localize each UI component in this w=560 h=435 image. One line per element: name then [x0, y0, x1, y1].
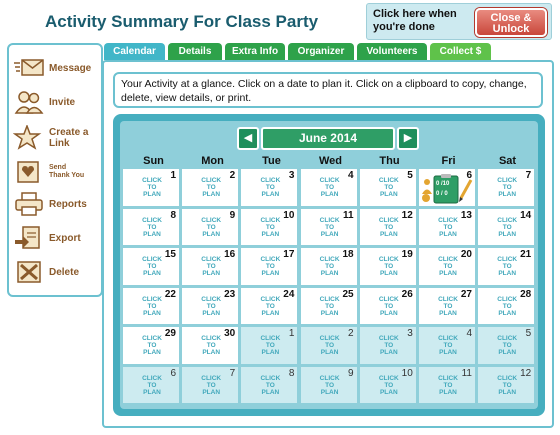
- plan-text-line: PLAN: [320, 270, 339, 277]
- calendar-day-cell[interactable]: [240, 168, 298, 207]
- click-to-plan-label: [247, 217, 293, 238]
- plan-text-line: CLICK: [438, 295, 458, 303]
- plan-text-line: PLAN: [320, 388, 339, 396]
- calendar-day-cell[interactable]: [300, 247, 358, 286]
- day-number: 10: [283, 209, 295, 221]
- plan-text-line: CLICK: [142, 216, 162, 224]
- day-number: 7: [229, 367, 236, 379]
- plan-text-line: TO: [147, 342, 157, 349]
- plan-text-line: CLICK: [438, 335, 458, 342]
- day-number: 9: [229, 209, 236, 221]
- click-to-plan-label: [366, 256, 412, 277]
- export-icon: [13, 225, 45, 251]
- page-title: Activity Summary For Class Party: [45, 12, 319, 31]
- sidebar: [7, 43, 103, 297]
- plan-text-line: PLAN: [439, 230, 457, 238]
- plan-text-line: TO: [206, 184, 216, 191]
- day-number: 20: [460, 249, 472, 260]
- calendar-day-cell[interactable]: [477, 326, 535, 365]
- day-number: 10: [401, 367, 413, 379]
- plan-text-line: CLICK: [142, 177, 162, 184]
- plan-text-line: CLICK: [142, 256, 162, 263]
- plan-text-line: CLICK: [201, 256, 222, 263]
- sidebar-item-reports[interactable]: [13, 189, 101, 219]
- close-label-line1: Close &: [490, 12, 532, 24]
- plan-text-line: TO: [147, 302, 157, 310]
- thank-you-card-icon: [13, 159, 45, 185]
- click-to-plan-label: [247, 375, 293, 396]
- plan-text-line: TO: [325, 184, 335, 191]
- plan-text-line: TO: [502, 342, 512, 349]
- close-unlock-button[interactable]: [475, 8, 547, 37]
- plan-text-line: PLAN: [379, 270, 398, 277]
- plan-text-line: PLAN: [143, 191, 161, 198]
- plan-text-line: CLICK: [142, 374, 162, 382]
- plan-text-line: TO: [502, 223, 512, 231]
- plan-text-line: PLAN: [379, 230, 398, 238]
- plan-text-line: TO: [325, 263, 335, 270]
- plan-text-line: PLAN: [143, 388, 161, 396]
- calendar-day-cell[interactable]: [418, 326, 476, 365]
- calendar-day-cell[interactable]: [122, 168, 180, 207]
- plan-text-line: CLICK: [378, 335, 399, 342]
- sidebar-item-label: Delete: [49, 266, 80, 278]
- click-to-plan-label: [129, 217, 175, 238]
- plan-text-line: TO: [206, 223, 216, 231]
- plan-text-line: CLICK: [260, 335, 281, 342]
- plan-text-line: TO: [265, 223, 275, 231]
- plan-text-line: TO: [147, 184, 157, 191]
- calendar-day-cell[interactable]: [359, 247, 417, 286]
- plan-text-line: TO: [206, 263, 216, 270]
- day-number: 16: [224, 249, 236, 260]
- plan-text-line: PLAN: [498, 230, 517, 238]
- day-number: 30: [224, 328, 236, 339]
- plan-text-line: PLAN: [439, 349, 457, 356]
- sidebar-item-delete[interactable]: [13, 257, 101, 287]
- prev-month-button[interactable]: ◀: [237, 127, 259, 150]
- plan-text-line: PLAN: [498, 309, 517, 317]
- calendar-day-cell[interactable]: [240, 208, 298, 247]
- tab-calendar[interactable]: Calendar: [104, 43, 165, 60]
- day-number: 24: [283, 288, 295, 300]
- plan-text-line: CLICK: [319, 295, 340, 303]
- calendar-day-cell[interactable]: [300, 326, 358, 365]
- plan-text-line: TO: [265, 381, 275, 389]
- day-number: 22: [164, 288, 176, 300]
- plan-text-line: CLICK: [497, 295, 518, 303]
- weekday-header: Mon: [201, 155, 224, 167]
- day-number: 3: [407, 328, 413, 339]
- plan-text-line: TO: [443, 381, 453, 389]
- calendar-day-cell[interactable]: [418, 247, 476, 286]
- day-number: 5: [525, 328, 532, 339]
- calendar-day-cell[interactable]: [181, 287, 239, 326]
- info-text: Your Activity at a glance. Click on a date to plan it. Click on a clipboard to copy, change, delete, view details, or print.: [113, 72, 543, 108]
- calendar-day-cell[interactable]: [240, 287, 298, 326]
- plan-text-line: TO: [147, 263, 157, 270]
- plan-text-line: TO: [384, 223, 394, 231]
- day-number: 25: [342, 288, 354, 300]
- click-to-plan-label: [484, 335, 530, 356]
- plan-text-line: CLICK: [378, 256, 399, 263]
- envelope-icon: [13, 55, 45, 81]
- plan-text-line: TO: [265, 342, 275, 349]
- day-number: 5: [407, 170, 413, 181]
- click-to-plan-label: [307, 335, 353, 356]
- plan-text-line: PLAN: [261, 191, 280, 198]
- click-to-plan-label: [425, 335, 471, 356]
- plan-text-line: CLICK: [319, 256, 340, 263]
- calendar-day-cell[interactable]: [300, 287, 358, 326]
- plan-text-line: PLAN: [202, 349, 221, 356]
- calendar-day-cell[interactable]: [181, 168, 239, 207]
- calendar-day-cell[interactable]: [181, 247, 239, 286]
- day-number: 11: [461, 367, 472, 379]
- tab-volunteers[interactable]: Volunteers: [357, 43, 427, 60]
- month-navigator: [237, 127, 419, 150]
- close-label-line2: Unlock: [492, 23, 530, 35]
- calendar-day-cell[interactable]: [418, 208, 476, 247]
- click-to-plan-label: [247, 256, 293, 277]
- click-to-plan-label: [484, 296, 530, 317]
- plan-text-line: CLICK: [497, 216, 518, 224]
- plan-text-line: PLAN: [261, 270, 280, 277]
- done-instruction: Click here when you're done: [373, 8, 457, 33]
- plan-text-line: CLICK: [497, 374, 518, 382]
- plan-text-line: CLICK: [378, 295, 399, 303]
- plan-text-line: TO: [325, 302, 335, 310]
- click-to-plan-label: [484, 217, 530, 238]
- plan-text-line: PLAN: [439, 270, 457, 277]
- done-panel: [366, 3, 552, 40]
- day-number: 19: [401, 249, 413, 260]
- click-to-plan-label: [129, 256, 175, 277]
- day-number: 12: [401, 209, 413, 221]
- plan-text-line: PLAN: [261, 230, 280, 238]
- day-number: 3: [288, 170, 295, 181]
- plan-text-line: TO: [502, 381, 512, 389]
- plan-text-line: CLICK: [319, 216, 340, 224]
- day-number: 14: [520, 209, 532, 221]
- calendar-day-cell[interactable]: [240, 366, 298, 405]
- click-to-plan-label: [129, 335, 175, 356]
- plan-text-line: PLAN: [439, 388, 457, 396]
- plan-text-line: CLICK: [319, 177, 340, 184]
- click-to-plan-label: [307, 375, 353, 396]
- calendar-day-cell[interactable]: [181, 366, 239, 405]
- plan-text-line: CLICK: [378, 216, 399, 224]
- plan-text-line: PLAN: [202, 388, 221, 396]
- plan-text-line: TO: [384, 342, 394, 349]
- calendar-day-cell[interactable]: [418, 287, 476, 326]
- day-number: 1: [170, 170, 176, 181]
- day-number: 18: [342, 249, 354, 260]
- plan-text-line: TO: [443, 223, 453, 231]
- event-items-badge: 0 / 0: [436, 191, 448, 197]
- plan-text-line: CLICK: [260, 177, 281, 184]
- plan-text-line: PLAN: [320, 309, 339, 317]
- day-number: 23: [224, 288, 236, 300]
- plan-text-line: PLAN: [143, 309, 161, 317]
- plan-text-line: PLAN: [202, 230, 221, 238]
- sidebar-item-invite[interactable]: [13, 87, 101, 117]
- plan-text-line: PLAN: [143, 230, 161, 238]
- plan-text-line: PLAN: [379, 388, 398, 396]
- day-number: 27: [460, 288, 472, 300]
- day-number: 15: [164, 249, 176, 260]
- plan-text-line: CLICK: [260, 256, 281, 263]
- calendar-day-cell[interactable]: [240, 247, 298, 286]
- plan-text-line: CLICK: [260, 216, 281, 224]
- calendar-day-cell[interactable]: [418, 168, 476, 207]
- plan-text-line: CLICK: [497, 256, 518, 263]
- click-to-plan-label: [307, 217, 353, 238]
- plan-text-line: TO: [502, 263, 512, 270]
- tab-collect[interactable]: Collect $: [430, 43, 491, 60]
- plan-text-line: CLICK: [142, 295, 162, 303]
- plan-text-line: TO: [443, 302, 453, 310]
- day-number: 28: [520, 288, 532, 300]
- sidebar-item-label: Create a Link: [49, 127, 89, 149]
- sidebar-item-create-link[interactable]: [13, 123, 101, 153]
- plan-text-line: PLAN: [202, 270, 221, 277]
- plan-text-line: TO: [443, 263, 453, 270]
- calendar-day-cell[interactable]: [359, 168, 417, 207]
- plan-text-line: CLICK: [201, 295, 222, 303]
- plan-text-line: PLAN: [379, 349, 398, 356]
- calendar-day-cell[interactable]: [477, 366, 535, 405]
- click-to-plan-label: [425, 375, 471, 396]
- calendar-day-cell[interactable]: [300, 208, 358, 247]
- plan-text-line: TO: [384, 263, 394, 270]
- plan-text-line: PLAN: [202, 309, 221, 317]
- plan-text-line: PLAN: [261, 309, 280, 317]
- tab-organizer[interactable]: Organizer: [288, 43, 354, 60]
- plan-text-line: TO: [384, 381, 394, 389]
- plan-text-line: CLICK: [378, 177, 399, 184]
- click-to-plan-label: [484, 375, 530, 396]
- calendar-day-cell[interactable]: [122, 208, 180, 247]
- plan-text-line: CLICK: [201, 216, 222, 224]
- plan-text-line: PLAN: [320, 230, 339, 238]
- sidebar-item-export[interactable]: [13, 223, 101, 253]
- click-to-plan-label: [425, 217, 471, 238]
- plan-text-line: PLAN: [379, 309, 398, 317]
- plan-text-line: TO: [206, 302, 216, 310]
- plan-text-line: CLICK: [260, 295, 281, 303]
- plan-text-line: PLAN: [320, 191, 339, 198]
- click-to-plan-label: [484, 177, 530, 198]
- plan-text-line: TO: [147, 223, 157, 231]
- plan-text-line: PLAN: [202, 191, 221, 198]
- calendar-day-cell[interactable]: [122, 287, 180, 326]
- weekday-header: Wed: [318, 155, 343, 167]
- calendar-day-cell[interactable]: [300, 168, 358, 207]
- click-to-plan-label: [188, 335, 234, 356]
- click-to-plan-label: [425, 256, 471, 277]
- day-number: 6: [170, 367, 176, 379]
- day-number: 11: [343, 209, 354, 221]
- weekday-header: Sat: [498, 155, 517, 167]
- click-to-plan-label: [366, 296, 412, 317]
- click-to-plan-label: [188, 296, 234, 317]
- sidebar-item-label: Reports: [49, 198, 87, 210]
- plan-text-line: PLAN: [498, 270, 517, 277]
- plan-text-line: PLAN: [143, 270, 161, 277]
- plan-text-line: PLAN: [498, 349, 517, 356]
- click-to-plan-label: [366, 177, 412, 198]
- plan-text-line: PLAN: [261, 388, 280, 396]
- weekday-header: Sun: [143, 155, 164, 167]
- plan-text-line: TO: [325, 342, 335, 349]
- day-number: 1: [288, 328, 295, 339]
- calendar-day-cell[interactable]: [359, 366, 417, 405]
- click-to-plan-label: [188, 256, 234, 277]
- plan-text-line: CLICK: [319, 374, 340, 382]
- click-to-plan-label: [366, 375, 412, 396]
- plan-text-line: CLICK: [201, 374, 222, 382]
- plan-text-line: PLAN: [143, 349, 161, 356]
- weekday-header: Thu: [379, 155, 400, 167]
- day-number: 26: [401, 288, 413, 300]
- link-icon: [13, 125, 45, 151]
- calendar-grid: [122, 168, 538, 405]
- plan-text-line: TO: [206, 381, 216, 389]
- plan-text-line: TO: [325, 381, 335, 389]
- click-to-plan-label: [307, 177, 353, 198]
- day-number: 6: [466, 170, 472, 181]
- plan-text-line: TO: [325, 223, 335, 231]
- calendar-day-cell[interactable]: [240, 326, 298, 365]
- day-number: 2: [348, 328, 354, 339]
- delete-icon: [13, 259, 45, 285]
- day-number: 9: [348, 367, 354, 379]
- plan-text-line: CLICK: [438, 216, 458, 224]
- plan-text-line: PLAN: [379, 191, 398, 198]
- click-to-plan-label: [307, 256, 353, 277]
- people-icon: [13, 89, 45, 115]
- plan-text-line: CLICK: [378, 374, 399, 382]
- click-to-plan-label: [188, 375, 234, 396]
- next-month-button[interactable]: ▶: [397, 127, 419, 150]
- event-clipboard-icon[interactable]: [421, 172, 473, 204]
- day-number: 17: [283, 249, 295, 260]
- click-to-plan-label: [247, 177, 293, 198]
- calendar-day-cell[interactable]: [418, 366, 476, 405]
- weekday-header: Fri: [441, 155, 456, 167]
- plan-text-line: TO: [384, 302, 394, 310]
- day-number: 4: [348, 170, 354, 181]
- plan-text-line: TO: [265, 184, 275, 191]
- day-number: 2: [229, 170, 236, 181]
- event-slots-badge: 0 /10: [436, 181, 450, 187]
- sidebar-item-label: Export: [49, 232, 81, 244]
- calendar-day-cell[interactable]: [477, 208, 535, 247]
- day-number: 8: [170, 209, 176, 221]
- click-to-plan-label: [425, 296, 471, 317]
- plan-text-line: CLICK: [260, 374, 281, 382]
- day-number: 21: [520, 249, 532, 260]
- plan-text-line: PLAN: [439, 309, 457, 317]
- calendar-day-cell[interactable]: [122, 247, 180, 286]
- calendar-day-cell[interactable]: [477, 168, 535, 207]
- day-number: 13: [460, 209, 472, 221]
- plan-text-line: PLAN: [498, 191, 517, 198]
- plan-text-line: TO: [384, 184, 394, 191]
- plan-text-line: PLAN: [261, 349, 280, 356]
- click-to-plan-label: [247, 335, 293, 356]
- plan-text-line: TO: [265, 302, 275, 310]
- click-to-plan-label: [129, 177, 175, 198]
- month-label: June 2014: [261, 127, 395, 150]
- calendar-day-cell[interactable]: [359, 326, 417, 365]
- calendar-day-cell[interactable]: [300, 366, 358, 405]
- day-number: 8: [288, 367, 295, 379]
- day-number: 7: [525, 170, 532, 181]
- click-to-plan-label: [247, 296, 293, 317]
- sidebar-item-message[interactable]: [13, 53, 101, 83]
- click-to-plan-label: [307, 296, 353, 317]
- click-to-plan-label: [188, 217, 234, 238]
- plan-text-line: TO: [265, 263, 275, 270]
- calendar-day-cell[interactable]: [181, 208, 239, 247]
- plan-text-line: CLICK: [497, 335, 518, 342]
- plan-text-line: PLAN: [320, 349, 339, 356]
- plan-text-line: TO: [502, 302, 512, 310]
- plan-text-line: CLICK: [438, 374, 458, 382]
- calendar-day-cell[interactable]: [181, 326, 239, 365]
- sidebar-item-label: Message: [49, 62, 92, 74]
- calendar-day-cell[interactable]: [122, 366, 180, 405]
- day-number: 4: [466, 328, 472, 339]
- plan-text-line: CLICK: [142, 335, 162, 342]
- plan-text-line: CLICK: [201, 335, 222, 342]
- plan-text-line: TO: [147, 381, 157, 389]
- printer-icon: [13, 191, 45, 217]
- plan-text-line: PLAN: [498, 388, 517, 396]
- calendar-day-cell[interactable]: [477, 287, 535, 326]
- weekday-header: Tue: [262, 155, 281, 167]
- sidebar-item-send-thank-you[interactable]: [13, 157, 101, 187]
- calendar-day-cell[interactable]: [359, 208, 417, 247]
- plan-text-line: TO: [206, 342, 216, 349]
- day-number: 29: [164, 328, 176, 339]
- click-to-plan-label: [484, 256, 530, 277]
- click-to-plan-label: [129, 296, 175, 317]
- plan-text-line: CLICK: [497, 177, 518, 184]
- tab-extra-info[interactable]: Extra Info: [225, 43, 285, 60]
- click-to-plan-label: [129, 375, 175, 396]
- sidebar-item-label: Send Thank You: [49, 164, 85, 179]
- tab-details[interactable]: Details: [168, 43, 222, 60]
- plan-text-line: CLICK: [319, 335, 340, 342]
- calendar-day-cell[interactable]: [477, 247, 535, 286]
- plan-text-line: TO: [502, 184, 512, 191]
- click-to-plan-label: [366, 335, 412, 356]
- plan-text-line: CLICK: [201, 177, 222, 184]
- sidebar-item-label: Invite: [49, 96, 76, 108]
- day-number: 12: [520, 367, 532, 379]
- calendar-day-cell[interactable]: [122, 326, 180, 365]
- plan-text-line: TO: [443, 342, 453, 349]
- click-to-plan-label: [366, 217, 412, 238]
- plan-text-line: CLICK: [438, 256, 458, 263]
- calendar-day-cell[interactable]: [359, 287, 417, 326]
- click-to-plan-label: [188, 177, 234, 198]
